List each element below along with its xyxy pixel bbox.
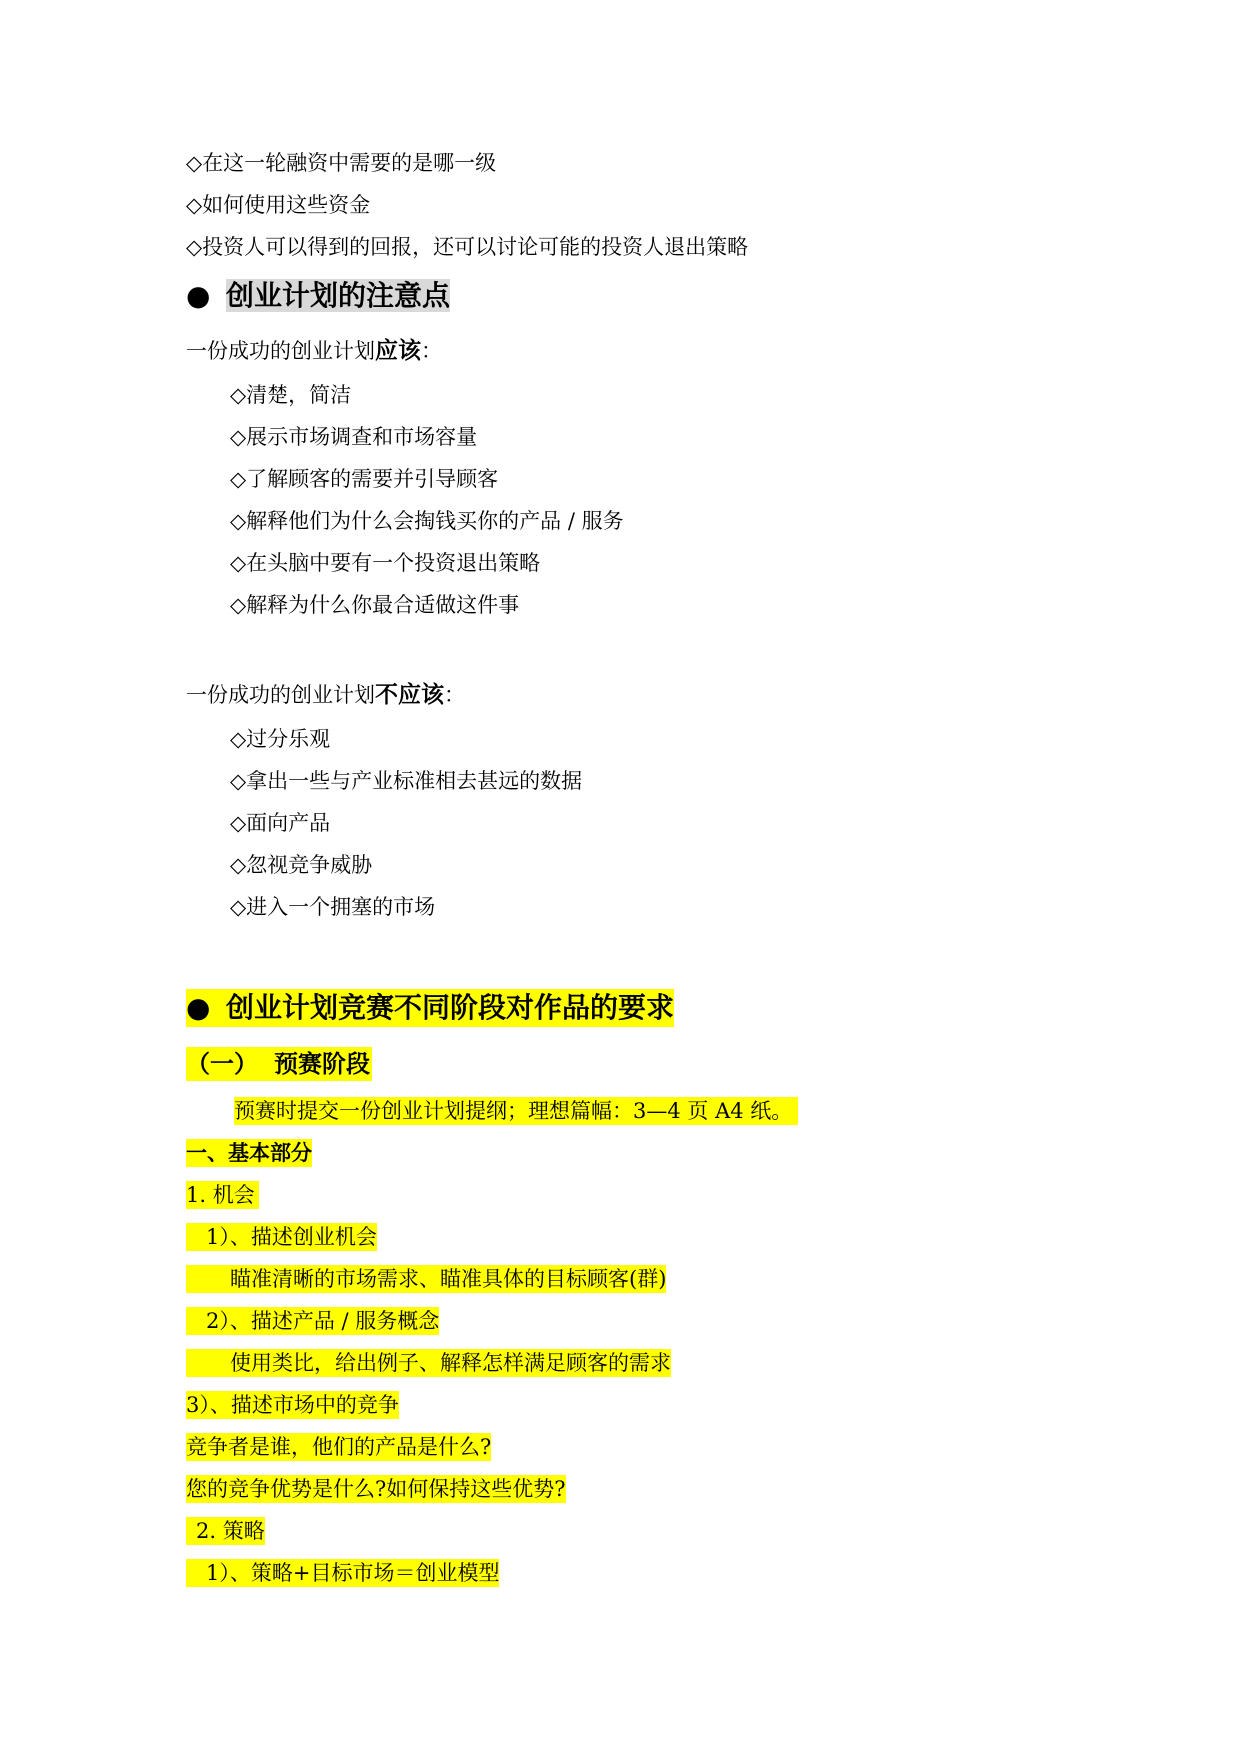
intro-key: 不应该 bbox=[375, 682, 444, 708]
list-item: ◇解释为什么你最合适做这件事 bbox=[230, 593, 520, 617]
outline-line: 瞄准清晰的市场需求、瞄准具体的目标顾客(群) bbox=[186, 1265, 666, 1293]
outline-line: 您的竞争优势是什么?如何保持这些优势? bbox=[186, 1477, 566, 1501]
outline-line: 3）、描述市场中的竞争 bbox=[186, 1393, 399, 1417]
section-heading-notes bbox=[186, 277, 450, 315]
outline-line: 2. 策略 bbox=[186, 1517, 265, 1545]
stage-description: 预赛时提交一份创业计划提纲；理想篇幅：3—4 页 A4 纸。 bbox=[234, 1097, 798, 1125]
section-heading-requirements bbox=[186, 989, 674, 1027]
intro-text: 一份成功的创业计划 bbox=[186, 683, 375, 707]
list-item: ◇清楚，简洁 bbox=[230, 383, 352, 407]
outline-line: 使用类比，给出例子、解释怎样满足顾客的需求 bbox=[186, 1349, 671, 1377]
list-item: ◇面向产品 bbox=[230, 811, 331, 835]
list-item: ◇了解顾客的需要并引导顾客 bbox=[230, 467, 499, 491]
bullet-icon: ● bbox=[186, 279, 211, 312]
stage-title: 预赛阶段 bbox=[274, 1050, 370, 1078]
list-item: ◇过分乐观 bbox=[230, 727, 331, 751]
bullet-icon: ● bbox=[186, 991, 211, 1024]
list-item: ◇解释他们为什么会掏钱买你的产品 / 服务 bbox=[230, 509, 624, 533]
intro-key: 应该 bbox=[375, 338, 421, 364]
intro-colon: ： bbox=[421, 339, 442, 363]
list-item: ◇展示市场调查和市场容量 bbox=[230, 425, 478, 449]
outline-line: 1）、策略+目标市场＝创业模型 bbox=[186, 1559, 499, 1587]
outline-line: 1）、描述创业机会 bbox=[186, 1223, 377, 1251]
intro-text: 一份成功的创业计划 bbox=[186, 339, 375, 363]
outline-line: 2）、描述产品 / 服务概念 bbox=[186, 1307, 439, 1335]
list-item: ◇忽视竞争威胁 bbox=[230, 853, 373, 877]
list-item: ◇进入一个拥塞的市场 bbox=[230, 895, 436, 919]
stage-heading bbox=[186, 1047, 372, 1081]
should-intro bbox=[186, 337, 442, 365]
list-item: ◇在头脑中要有一个投资退出策略 bbox=[230, 551, 541, 575]
should-not-intro bbox=[186, 681, 465, 709]
part-title: 一、基本部分 bbox=[186, 1141, 312, 1165]
outline-line: 1. 机会 bbox=[186, 1181, 259, 1209]
section-title: 创业计划的注意点 bbox=[226, 279, 451, 312]
list-item: ◇在这一轮融资中需要的是哪一级 bbox=[186, 151, 497, 175]
stage-number: （一） bbox=[186, 1050, 258, 1078]
outline-line: 竞争者是谁，他们的产品是什么? bbox=[186, 1435, 492, 1459]
list-item: ◇拿出一些与产业标准相去甚远的数据 bbox=[230, 769, 583, 793]
list-item: ◇如何使用这些资金 bbox=[186, 193, 371, 217]
section-title: 创业计划竞赛不同阶段对作品的要求 bbox=[226, 991, 675, 1024]
list-item: ◇投资人可以得到的回报，还可以讨论可能的投资人退出策略 bbox=[186, 235, 749, 259]
intro-colon: ： bbox=[444, 683, 465, 707]
